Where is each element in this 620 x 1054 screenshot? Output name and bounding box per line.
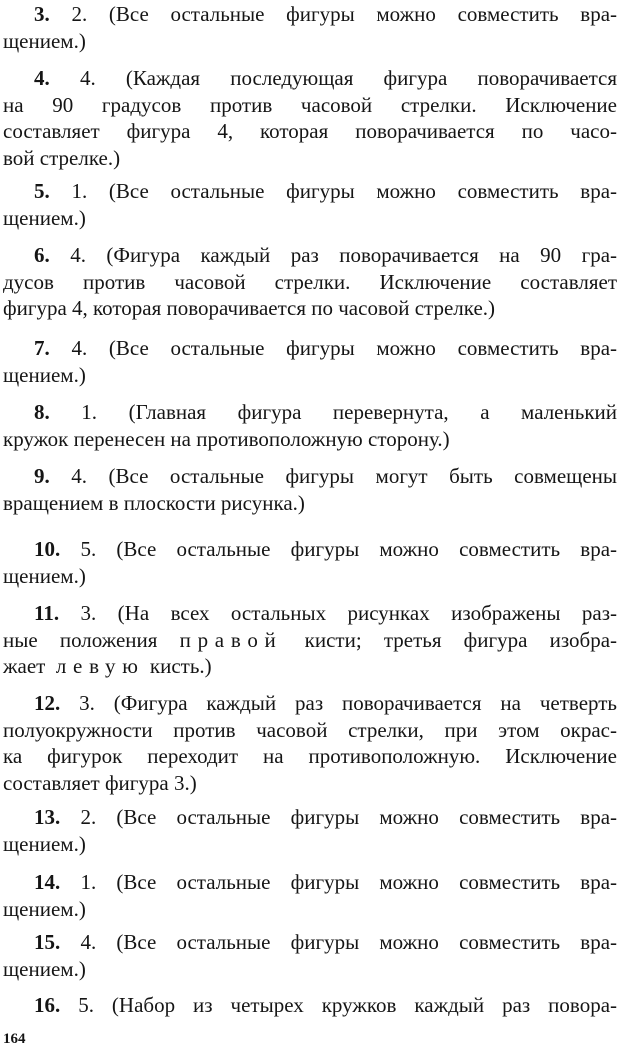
answer-16 — [3, 992, 617, 1019]
answer-line: 15. 4. (Все остальные фигуры можно совместить вра- — [34, 930, 618, 954]
answer-number: 10. — [34, 537, 61, 561]
answer-5 — [3, 178, 617, 231]
answer-7 — [3, 335, 617, 388]
page-number: 164 — [3, 1031, 26, 1047]
spaced-emphasis: правой — [179, 627, 283, 652]
answer-number: 9. — [34, 464, 50, 488]
answer-9 — [3, 463, 617, 516]
answer-13 — [3, 804, 617, 857]
answer-11 — [3, 600, 617, 680]
answer-line: полуокружности против часовой стрелки, при этом окрас- — [3, 717, 617, 742]
answer-line: вращением в плоскости рисунка.) — [3, 490, 305, 515]
answer-line: 11. 3. (На всех остальных рисунках изображены раз- — [34, 601, 618, 625]
answer-line: 13. 2. (Все остальные фигуры можно совместить вра- — [34, 805, 618, 829]
spaced-emphasis: левую — [55, 654, 145, 678]
answer-line: на 90 градусов против часовой стрелки. Исключение — [3, 92, 617, 117]
answer-number: 13. — [34, 805, 61, 829]
answer-12 — [3, 690, 617, 796]
answer-number: 3. — [34, 2, 50, 26]
answer-number: 14. — [34, 870, 61, 894]
answer-line: щением.) — [3, 205, 86, 230]
answer-line: щением.) — [3, 831, 86, 856]
answer-line: 5. 1. (Все остальные фигуры можно совместить вра- — [34, 179, 618, 203]
answer-15 — [3, 929, 617, 982]
answer-line: 8. 1. (Главная фигура перевернута, а маленький — [34, 400, 617, 424]
answer-line: вой стрелке.) — [3, 145, 121, 170]
answer-line: 10. 5. (Все остальные фигуры можно совместить вра- — [34, 537, 618, 561]
answer-number: 12. — [34, 691, 61, 715]
answer-line: 6. 4. (Фигура каждый раз поворачивается на 90 гра- — [34, 243, 618, 267]
answer-line: щением.) — [3, 896, 86, 921]
answer-4 — [3, 65, 617, 171]
answer-number: 8. — [34, 400, 50, 424]
answer-number: 7. — [34, 336, 50, 360]
answer-line: 4. 4. (Каждая последующая фигура поворачивается — [34, 66, 617, 90]
answer-line: 9. 4. (Все остальные фигуры могут быть совмещены — [34, 464, 617, 488]
answer-line: щением.) — [3, 362, 86, 387]
answer-6 — [3, 242, 617, 322]
answer-line: щением.) — [3, 563, 86, 588]
answer-line: составляет фигура 4, которая поворачивается по часо- — [3, 119, 617, 143]
answer-line: дусов против часовой стрелки. Исключение составляет — [3, 269, 617, 294]
answer-3 — [3, 1, 617, 54]
answer-line: щением.) — [3, 956, 86, 981]
answer-line: 16. 5. (Набор из четырех кружков каждый раз повора- — [34, 993, 618, 1017]
answer-number: 16. — [34, 993, 61, 1017]
answer-number: 6. — [34, 243, 50, 267]
answer-line: составляет фигура 3.) — [3, 770, 197, 795]
answer-line: 12. 3. (Фигура каждый раз поворачивается на четверть — [34, 691, 617, 715]
answer-line: 7. 4. (Все остальные фигуры можно совместить вра- — [34, 336, 618, 360]
answer-line: ка фигурок переходит на противоположную. Исключение — [3, 744, 617, 768]
answer-line: щением.) — [3, 28, 86, 53]
answer-line: 3. 2. (Все остальные фигуры можно совместить вра- — [34, 2, 618, 26]
answer-line: кружок перенесен на противоположную сторону.) — [3, 426, 450, 451]
answer-10 — [3, 536, 617, 589]
answer-number: 4. — [34, 66, 50, 90]
answer-number: 11. — [34, 601, 60, 625]
answer-line: фигура 4, которая поворачивается по часовой стрелке.) — [3, 296, 496, 320]
answer-8 — [3, 399, 617, 452]
answer-number: 15. — [34, 930, 61, 954]
answer-line: жает левую кисть.) — [3, 654, 212, 678]
answer-line: ные положения правой кисти; третья фигура изобра- — [3, 627, 618, 652]
answer-number: 5. — [34, 179, 50, 203]
answer-line: 14. 1. (Все остальные фигуры можно совместить вра- — [34, 870, 618, 894]
answer-14 — [3, 869, 617, 922]
